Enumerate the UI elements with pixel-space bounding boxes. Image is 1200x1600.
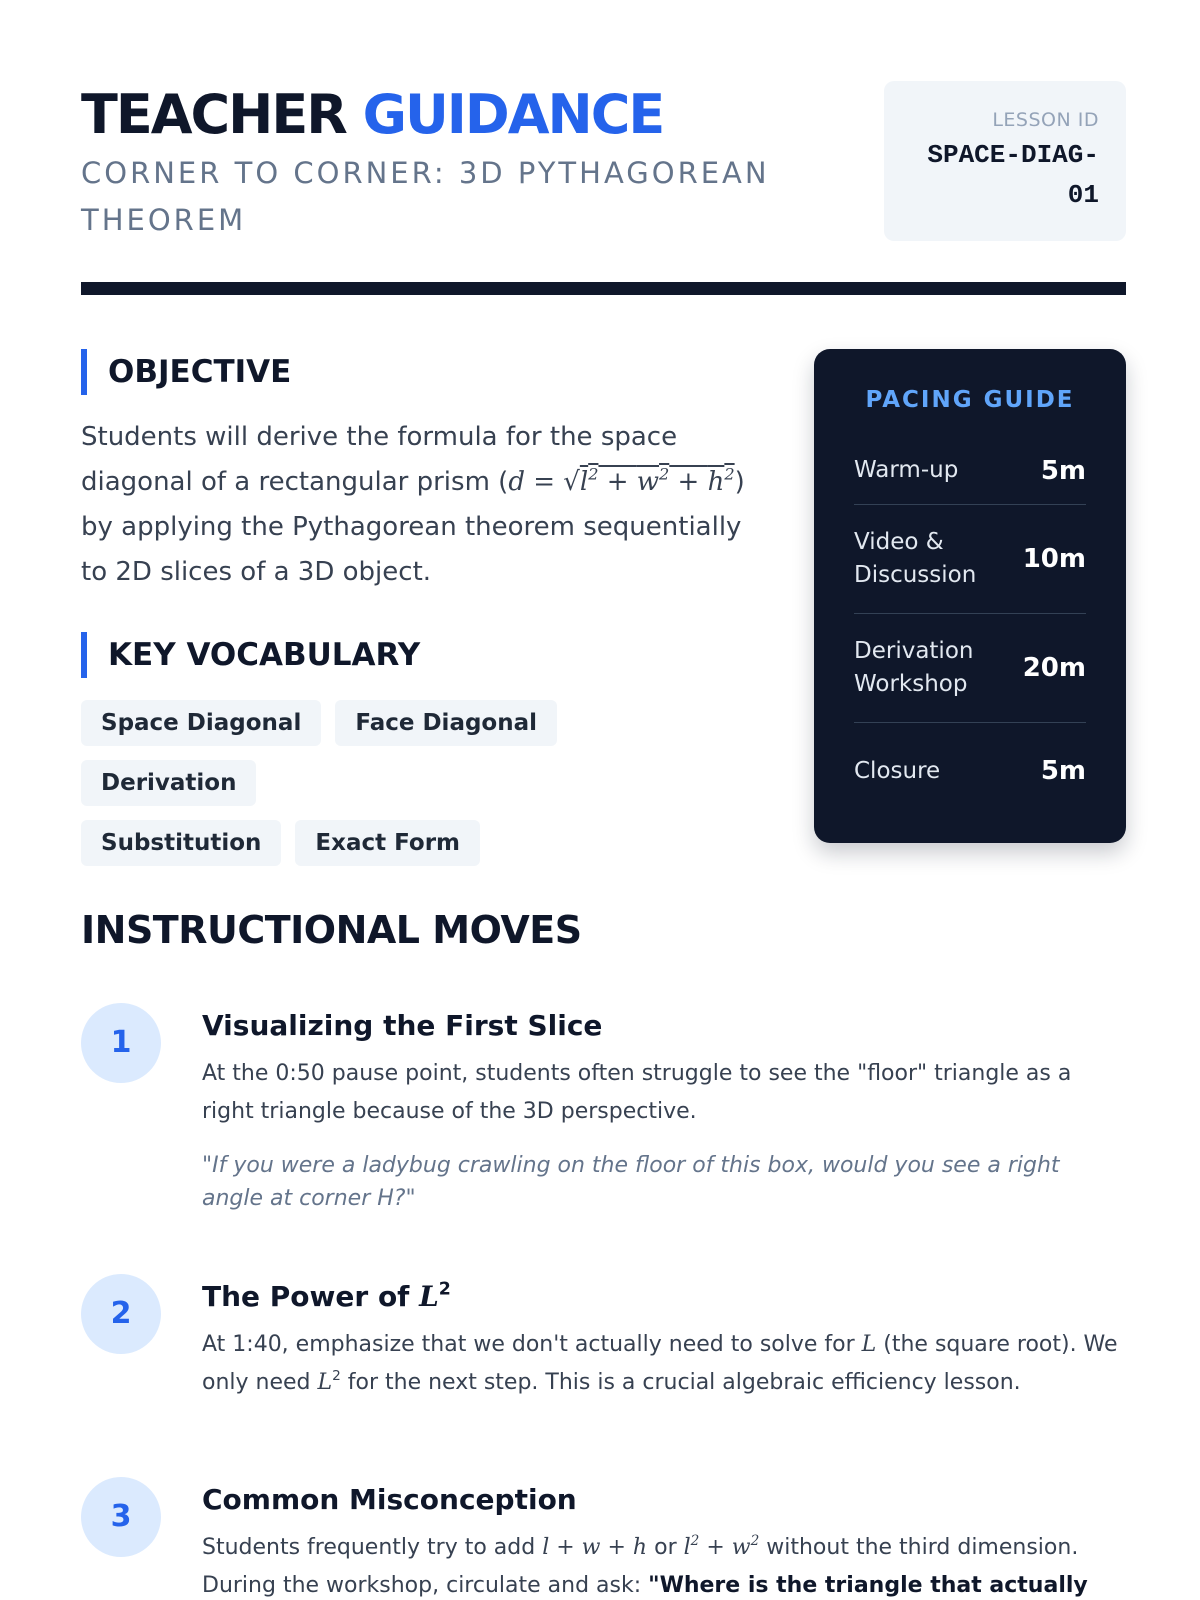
move-number-badge: 1 — [81, 1003, 161, 1083]
exponent: 2 — [332, 1368, 341, 1385]
formula-plus-2: + — [669, 467, 708, 497]
expr-exp: 2 — [690, 1533, 700, 1550]
pacing-guide-title: PACING GUIDE — [865, 387, 1075, 413]
expr-w: w — [731, 1535, 751, 1560]
move-title-variable: L — [419, 1280, 439, 1313]
title-part-2: GUIDANCE — [362, 83, 664, 146]
move-text: At the 0:50 pause point, students often struggle to see the "floor" triangle as a right triangle because of the 3D perspective. — [202, 1061, 1072, 1124]
lesson-id-label: LESSON ID — [992, 109, 1099, 131]
teacher-guidance-page — [81, 0, 1126, 1600]
formula-w: w — [636, 467, 660, 497]
vocabulary-heading: KEY VOCABULARY — [81, 632, 420, 678]
pacing-row — [854, 505, 1086, 614]
formula-exp-l: 2 — [588, 464, 599, 484]
lesson-id-value: SPACE-DIAG-01 — [927, 140, 1099, 210]
move-text — [202, 1529, 1126, 1600]
move-body — [202, 1274, 1126, 1402]
formula-lhs: d = — [508, 467, 564, 497]
expr-plus: + — [699, 1535, 732, 1560]
move-text — [202, 1326, 1126, 1402]
pacing-duration: 5m — [1040, 455, 1086, 486]
move-body — [202, 1477, 1126, 1600]
move-title-prefix: The Power of — [202, 1280, 420, 1313]
space-diagonal-formula — [508, 464, 735, 497]
move-body — [202, 1003, 1126, 1215]
move-prompt-quote: "If you were a ladybug crawling on the floor of this box, would you see a right angle at corner H?" — [202, 1153, 1060, 1211]
squares-expression — [684, 1535, 760, 1560]
move-text-part: without the third dimension. During the workshop, circulate and ask: — [202, 1535, 1079, 1598]
pacing-duration: 20m — [1022, 653, 1086, 683]
lesson-subtitle: CORNER TO CORNER: 3D PYTHAGOREAN THEOREM — [81, 156, 770, 237]
pacing-row — [854, 437, 1086, 505]
formula-plus-1: + — [598, 467, 637, 497]
formula-exp-w: 2 — [659, 464, 670, 484]
move-text-part: At 1:40, emphasize that we don't actually need to solve for — [202, 1332, 862, 1357]
instructional-moves-heading: INSTRUCTIONAL MOVES — [81, 908, 582, 952]
formula-l: l — [579, 467, 589, 497]
formula-radicand — [579, 464, 735, 497]
move-text-part: for the next step. This is a crucial algebraic efficiency lesson. — [340, 1370, 1021, 1395]
lesson-id-card — [884, 81, 1126, 241]
pacing-row — [854, 614, 1086, 723]
objective-text-after: ) by applying the Pythagorean theorem sequentially to 2D slices of a 3D object. — [81, 467, 745, 587]
pacing-guide-card — [814, 349, 1126, 843]
pacing-activity: Derivation Workshop — [854, 638, 974, 697]
move-text-part: (the square root). We only need — [202, 1332, 1118, 1395]
pacing-row — [854, 723, 1086, 819]
title-part-1: TEACHER — [81, 83, 346, 146]
header — [81, 80, 1126, 240]
move-text-part: Students frequently try to add — [202, 1535, 543, 1560]
vocab-chip: Face Diagonal — [335, 700, 557, 746]
move-title: Common Misconception — [202, 1483, 577, 1516]
vocab-chip: Space Diagonal — [81, 700, 321, 746]
header-divider — [81, 282, 1126, 295]
move-question: "Where is the triangle that actually — [648, 1573, 1088, 1598]
sqrt-symbol: √ — [563, 467, 580, 497]
sum-expression: l + w + h — [542, 1535, 648, 1560]
move-title: Visualizing the First Slice — [202, 1009, 603, 1042]
expr-exp: 2 — [750, 1533, 760, 1550]
expr-l: l — [683, 1535, 691, 1560]
vocab-chip: Exact Form — [295, 820, 480, 866]
pacing-duration: 5m — [1040, 756, 1086, 786]
variable-l: L — [861, 1332, 877, 1357]
formula-h: h — [707, 467, 725, 497]
pacing-activity: Warm-up — [854, 457, 959, 483]
objective-heading: OBJECTIVE — [81, 349, 291, 395]
move-text-part: or — [647, 1535, 684, 1560]
page-title — [81, 80, 663, 150]
vocabulary-chips — [81, 700, 731, 880]
move-title-exponent: 2 — [438, 1279, 451, 1300]
objective-text-before: Students will derive the formula for the space diagonal of a rectangular prism ( — [81, 422, 678, 497]
pacing-activity: Closure — [854, 757, 941, 784]
formula-exp-h: 2 — [724, 464, 735, 484]
move-title — [202, 1274, 1126, 1320]
move-number-badge: 2 — [81, 1274, 161, 1354]
objective-text — [81, 415, 771, 595]
vocab-chip: Substitution — [81, 820, 281, 866]
pacing-activity: Video & Discussion — [854, 529, 977, 588]
move-number-badge: 3 — [81, 1477, 161, 1557]
pacing-duration: 10m — [1022, 544, 1086, 574]
vocab-chip: Derivation — [81, 760, 256, 806]
variable-l: L — [317, 1370, 333, 1395]
